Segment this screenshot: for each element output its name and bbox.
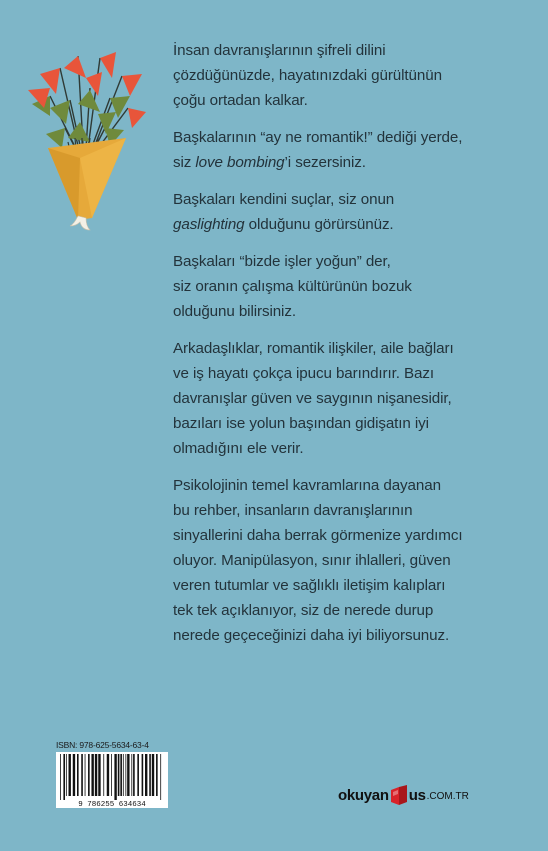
isbn-block bbox=[56, 740, 168, 808]
publisher-logo[interactable] bbox=[338, 780, 469, 810]
barcode-bar bbox=[60, 754, 61, 800]
text-segment: siz bbox=[173, 154, 196, 171]
barcode-bar bbox=[160, 754, 161, 800]
barcode-bar bbox=[66, 754, 67, 796]
barcode-bar bbox=[156, 754, 158, 796]
barcode-bar bbox=[91, 754, 93, 796]
text-line: siz oranın çalışma kültürünün bozuk bbox=[173, 278, 412, 295]
barcode-bar bbox=[131, 754, 132, 796]
paragraph-3 bbox=[173, 187, 513, 237]
text-line: oluyor. Manipülasyon, sınır ihlalleri, güven bbox=[173, 552, 451, 569]
barcode-bar bbox=[152, 754, 154, 796]
text-line: olmadığını ele verir. bbox=[173, 440, 304, 457]
barcode bbox=[56, 752, 168, 808]
barcode-bar bbox=[88, 754, 90, 796]
text-line: veren tutumlar ve sağlıklı iletişim kalıpları bbox=[173, 577, 446, 594]
text-line: Başkalarının “ay ne romantik!” dediği yerde, bbox=[173, 129, 463, 146]
barcode-bar bbox=[137, 754, 139, 796]
barcode-bar bbox=[81, 754, 83, 796]
barcode-bar bbox=[145, 754, 147, 796]
text-segment: ’i sezersiniz. bbox=[284, 154, 366, 171]
publisher-book-logo-icon bbox=[390, 784, 408, 806]
text-line: Arkadaşlıklar, romantik ilişkiler, aile bağları bbox=[173, 340, 454, 357]
barcode-bar bbox=[85, 754, 86, 796]
paragraph-4 bbox=[173, 249, 513, 324]
paragraph-5 bbox=[173, 336, 513, 461]
text-line: davranışlar güven ve saygının nişanesidir, bbox=[173, 390, 452, 407]
text-line: çözdüğünüzde, hayatınızdaki gürültünün bbox=[173, 67, 442, 84]
text-line: nerede geçeceğinizi daha iyi biliyorsunuz. bbox=[173, 627, 450, 644]
paragraph-1 bbox=[173, 38, 513, 113]
paragraph-2 bbox=[173, 125, 513, 175]
barcode-bar bbox=[98, 754, 100, 796]
barcode-bar bbox=[73, 754, 75, 796]
barcode-bar bbox=[133, 754, 135, 796]
barcode-bar bbox=[77, 754, 79, 796]
emphasis-term: gaslighting bbox=[173, 216, 245, 233]
text-line: sinyallerini daha berrak görmenize yardımcı bbox=[173, 527, 463, 544]
text-line: bu rehber, insanların davranışlarının bbox=[173, 502, 413, 519]
text-line: bazıları ise yolun başından gidişatın iyi bbox=[173, 415, 429, 432]
text-line: Psikolojinin temel kavramlarına dayanan bbox=[173, 477, 441, 494]
barcode-bar bbox=[120, 754, 122, 796]
barcode-bar bbox=[142, 754, 144, 796]
back-cover-text bbox=[173, 38, 513, 660]
text-line: Başkaları “bizde işler yoğun” der, bbox=[173, 253, 391, 270]
barcode-digits: 9 786255 634634 bbox=[78, 801, 146, 808]
barcode-bar bbox=[125, 754, 126, 796]
isbn-label: ISBN: 978-625-5634-63-4 bbox=[56, 740, 149, 750]
text-line: tek tek açıklanıyor, siz de nerede durup bbox=[173, 602, 434, 619]
barcode-bar bbox=[107, 754, 109, 796]
text-line: çoğu ortadan kalkar. bbox=[173, 92, 308, 109]
publisher-domain: .COM.TR bbox=[426, 791, 469, 802]
barcode-bar bbox=[63, 754, 65, 800]
publisher-name-part1: okuyan bbox=[338, 786, 389, 804]
flower-bouquet-illustration bbox=[20, 38, 150, 248]
barcode-bar bbox=[111, 754, 112, 796]
barcode-bar bbox=[69, 754, 71, 796]
publisher-name-part2: us bbox=[408, 786, 426, 804]
text-line: olduğunu bilirsiniz. bbox=[173, 303, 296, 320]
text-line: İnsan davranışlarının şifreli dilini bbox=[173, 42, 386, 59]
barcode-bar bbox=[103, 754, 104, 796]
emphasis-term: love bombing bbox=[195, 154, 285, 171]
text-line: ve iş hayatı çokça ipucu barındırır. Bazı bbox=[173, 365, 434, 382]
barcode-bar bbox=[123, 754, 124, 796]
barcode-bar bbox=[127, 754, 129, 796]
barcode-bar bbox=[118, 754, 120, 796]
text-line: Başkaları kendini suçlar, siz onun bbox=[173, 191, 395, 208]
text-segment: olduğunu görürsünüz. bbox=[244, 216, 394, 233]
barcode-bar bbox=[95, 754, 97, 796]
barcode-bar bbox=[114, 754, 116, 800]
paragraph-6 bbox=[173, 473, 513, 648]
barcode-bar bbox=[149, 754, 151, 796]
